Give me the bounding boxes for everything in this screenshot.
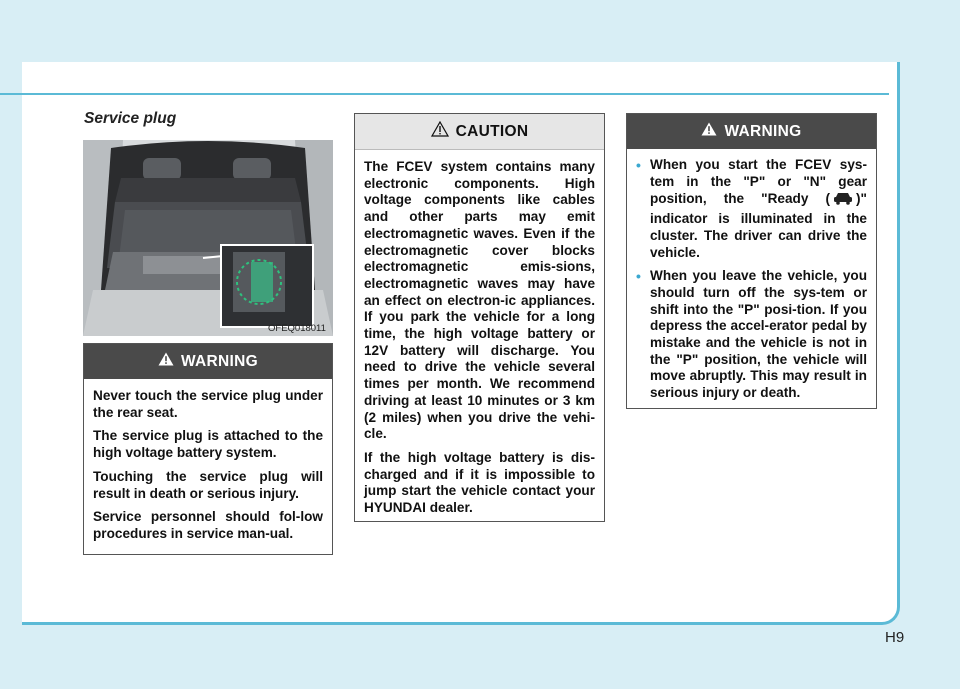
bullet-text: When you leave the vehicle, you should turn off the sys-tem or shift into the "P" posi-tion. If you depress the accel-erator pedal by mistake and the vehicle is not in the "P" position, the vehicle will move abruptly. This may result in serious injury or death. xyxy=(650,268,867,401)
photo-code: OFEQ018011 xyxy=(268,323,326,334)
list-item xyxy=(636,268,867,402)
warning-paragraph: The service plug is attached to the high voltage battery system. xyxy=(93,428,323,461)
warning-list xyxy=(636,157,867,402)
caution-box xyxy=(354,113,605,522)
warning-paragraph: Never touch the service plug under the rear seat. xyxy=(93,388,323,420)
caution-paragraph: If the high voltage battery is dis-charged and if it is impossible to jump start the vehicle contact your HYUNDAI dealer. xyxy=(364,449,595,516)
list-item xyxy=(636,157,867,261)
page-number: H9 xyxy=(885,629,905,646)
warning-header-right xyxy=(627,114,876,149)
warning-triangle-icon xyxy=(701,122,717,141)
caution-header xyxy=(355,114,604,150)
warning-label-left: WARNING xyxy=(180,352,258,370)
caution-body xyxy=(355,150,604,532)
bullet-icon: • xyxy=(636,157,641,173)
caution-label: CAUTION xyxy=(455,122,529,140)
service-plug-photo xyxy=(83,140,333,336)
bullet-text: When you start the FCEV sys-tem in the "P" or "N" gear position, the "Ready ( xyxy=(650,157,867,207)
warning-paragraph: Touching the service plug will result in death or serious injury. xyxy=(93,468,323,501)
warning-label-right: WARNING xyxy=(724,122,802,140)
warning-box-left xyxy=(83,343,333,555)
warning-paragraph: Service personnel should fol-low procedures in service man-ual. xyxy=(93,509,323,541)
header-rule xyxy=(0,93,889,95)
bullet-icon: • xyxy=(636,268,641,285)
section-title: Service plug xyxy=(84,110,177,127)
bullet-text: )" indicator is illuminated in the cluster. The driver can drive the vehicle. xyxy=(650,191,867,260)
caution-paragraph: The FCEV system contains many electronic components. High voltage components like cables and other parts may emit electromagnetic waves. Even if the electromagnetic cover blocks electromagnetic emis-sions, electromagnetic waves may have an effect on electron-ic appliances. If you park the vehicle for a long time, the high voltage battery or 12V battery will discharge. You need to drive the vehicle several times per month. We recommend driving at least 10 minutes or 3 km (2 miles) when you drive the vehi-cle. xyxy=(364,159,595,442)
warning-box-right xyxy=(626,113,877,409)
warning-header-left xyxy=(84,344,332,379)
ready-car-icon xyxy=(832,190,854,211)
warning-triangle-icon xyxy=(158,352,174,371)
warning-body-left xyxy=(84,379,332,558)
caution-triangle-icon xyxy=(431,121,449,142)
warning-body-right xyxy=(627,149,876,417)
